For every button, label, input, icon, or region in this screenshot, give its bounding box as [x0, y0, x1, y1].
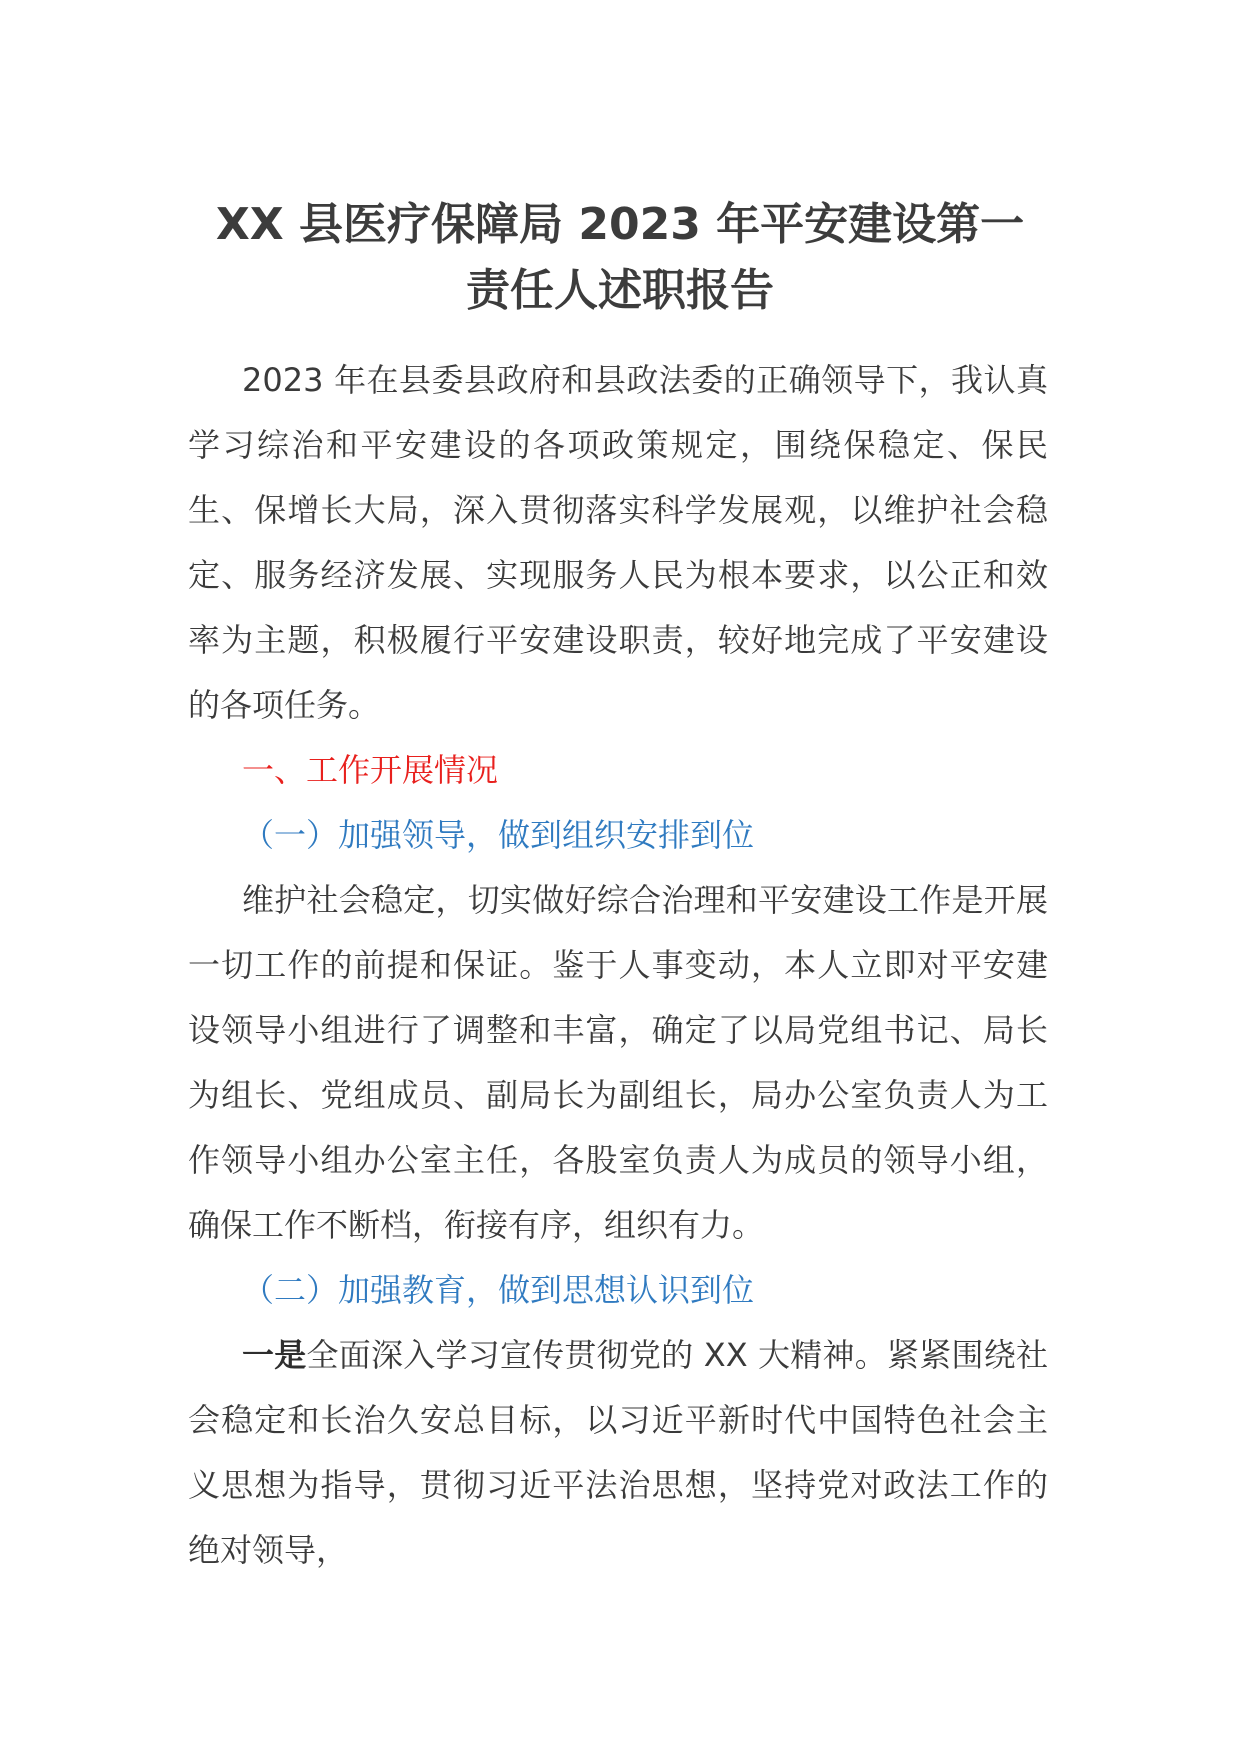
title-line-1: XX 县医疗保障局 2023 年平安建设第一 [215, 199, 1025, 250]
leadership-paragraph: 维护社会稳定，切实做好综合治理和平安建设工作是开展一切工作的前提和保证。鉴于人事变动，本人立即对平安建设领导小组进行了调整和丰富，确定了以局党组书记、局长为组长、党组成员、副局长为副组长，局办公室负责人为工作领导小组办公室主任，各股室负责人为成员的领导小组，确保工作不断档，衔接有序，组织有力。 [188, 881, 1048, 1244]
subsection-heading-education: （二）加强教育，做到思想认识到位 [242, 1271, 755, 1309]
education-lead-text: 一是 [242, 1336, 307, 1374]
subsection-heading-leadership: （一）加强领导，做到组织安排到位 [242, 816, 755, 854]
section-heading-work-status: 一、工作开展情况 [242, 751, 499, 789]
document-title [150, 192, 1090, 324]
title-line-2: 责任人述职报告 [466, 265, 774, 316]
intro-paragraph: 2023 年在县委县政府和县政法委的正确领导下，我认真学习综治和平安建设的各项政策规定，围绕保稳定、保民生、保增长大局，深入贯彻落实科学发展观，以维护社会稳定、服务经济发展、实现服务人民为根本要求，以公正和效率为主题，积极履行平安建设职责，较好地完成了平安建设的各项任务。 [188, 361, 1048, 724]
document-body [188, 348, 1048, 1583]
education-paragraph-text: 全面深入学习宣传贯彻党的 XX 大精神。紧紧围绕社会稳定和长治久安总目标，以习近平新时代中国特色社会主义思想为指导，贯彻习近平法治思想，坚持党对政法工作的绝对领导， [188, 1336, 1048, 1569]
education-paragraph [188, 1323, 1048, 1583]
